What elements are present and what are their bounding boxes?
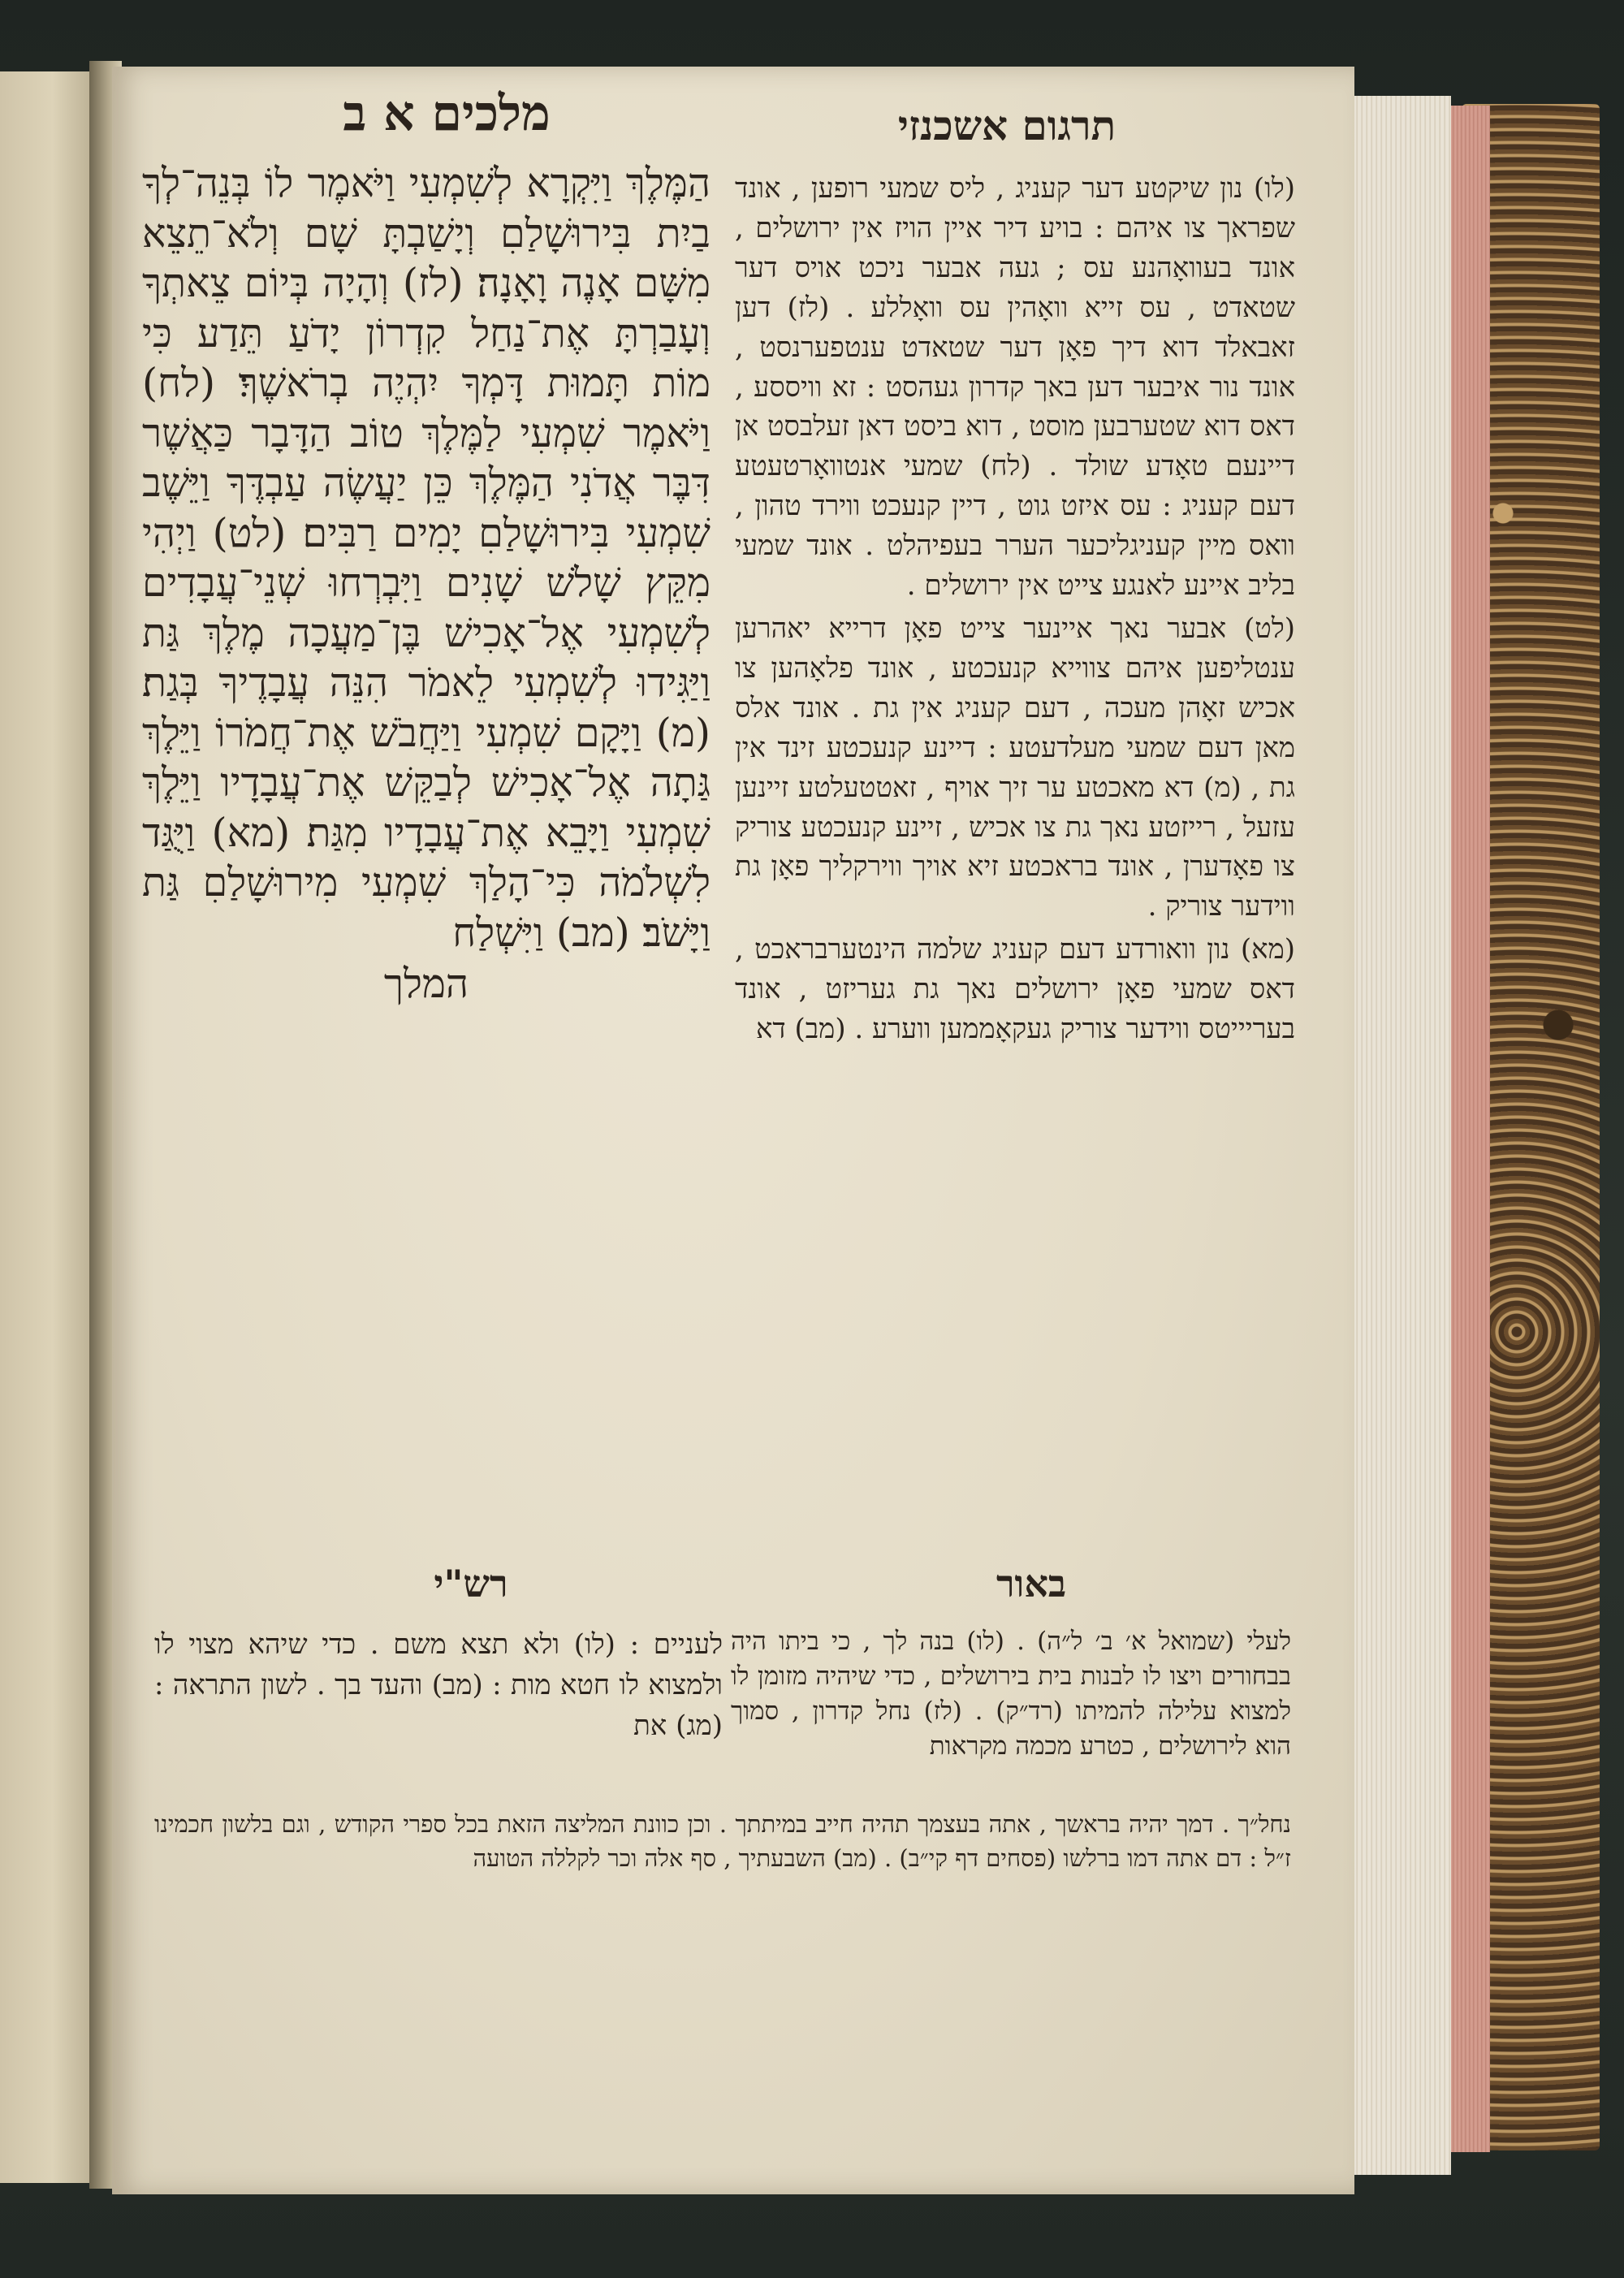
continuation-paragraph: נחל״ך . דמך יהיה בראשך , אתה בעצמך תהיה חייב במיתתך . וכן כוונת המליצה הזאת בכל ספרי הקודש , וגם בלשון חכמינו ז״ל : דם אתה דמו ברלשו (פסחים דף קי״ב) . (מב) השבעתיך , סף אלה וכר לקללה הטועה [154, 1810, 1291, 1872]
commentary-continuation [154, 1807, 1291, 1875]
biur-commentary [731, 1624, 1291, 1764]
biur-heading: באור [996, 1562, 1067, 1606]
page-header-book-title: מלכים א ב [343, 85, 551, 142]
yiddish-translation-column [735, 169, 1295, 1053]
translation-paragraph: (מא) נון וואורדע דעם קעניג שלמה הינטערבראכט , דאס שמעי פאָן ירושלים נאך גת געריזט , אונד בעריייטס ווידער צוריק געקאָממען ווערע . (מב) דא [735, 933, 1295, 1046]
left-page-edge [0, 71, 98, 2183]
hebrew-paragraph: הַמֶּלֶךְ וַיִּקְרָא לְשִׁמְעִי וַיֹּאמֶר לוֹ בְּנֵה־לְךָ בַיִת בִּירוּשָׁלַםִ וְיָשַׁבְתָּ שָׁם וְלֹא־תֵצֵא מִשָּׁם אָנֶה וָאָנָה׃ (לז) וְהָיָה בְּיוֹם צֵאתְךָ וְעָבַרְתָּ אֶת־נַחַל קִדְרוֹן יָדֹעַ תֵּדַע כִּי מוֹת תָּמוּת דָּמְךָ יִהְיֶה בְרֹאשֶׁךָ׃ (לח) וַיֹּאמֶר שִׁמְעִי לַמֶּלֶךְ טוֹב הַדָּבָר כַּאֲשֶׁר דִּבֶּר אֲדֹנִי הַמֶּלֶךְ כֵּן יַעֲשֶׂה עַבְדֶּךָ וַיֵּשֶׁב שִׁמְעִי בִּירוּשָׁלַםִ יָמִים רַבִּים׃ (לט) וַיְהִי מִקֵּץ שָׁלֹשׁ שָׁנִים וַיִּבְרְחוּ שְׁנֵי־עֲבָדִים לְשִׁמְעִי אֶל־אָכִישׁ בֶּן־מַעֲכָה מֶלֶךְ גַּת וַיַּגִּידוּ לְשִׁמְעִי לֵאמֹר הִנֵּה עֲבָדֶיךָ בְּגַת׃ (מ) וַיָּקָם שִׁמְעִי וַיַּחֲבֹשׁ אֶת־חֲמֹרוֹ וַיֵּלֶךְ גַּתָה אֶל־אָכִישׁ לְבַקֵּשׁ אֶת־עֲבָדָיו וַיֵּלֶךְ שִׁמְעִי וַיָּבֵא אֶת־עֲבָדָיו מִגַּת׃ (מא) וַיֻּגַּד לִשְׁלֹמֹה כִּי־הָלַךְ שִׁמְעִי מִירוּשָׁלַםִ גַּת וַיָּשֹׁב׃ (מב) וַיִּשְׁלַח [142, 160, 710, 956]
hebrew-scripture-column [142, 158, 710, 1009]
biur-paragraph: לעלי (שמואל א׳ ב׳ ל״ה) . (לו) בנה לך , כי ביתו היה בבחורים ויצו לו לבנות בית בירושלים , כדי שיהיה מזומן לו למצוא עלילה להמיתו (רד״ק) . (לז) נחל קדרון , סמוך הוא לירושלים , כטרע מכמה מקראות [731, 1627, 1291, 1761]
rashi-commentary [154, 1624, 723, 1746]
rashi-heading: רש"י [434, 1562, 508, 1606]
page-stack-edges [1352, 96, 1451, 2175]
rashi-paragraph: לעניים : (לו) ולא תצא משם . כדי שיהא מצוי לו ולמצוא לו חטא מות : (מב) והעד בך . לשון התראה : (מג) את [154, 1628, 723, 1742]
catchword: המלך [383, 961, 469, 1007]
page-header-translation-title: תרגום אשכנזי [897, 102, 1116, 149]
translation-paragraph: (לו) נון שיקטע דער קעניג , ליס שמעי רופען , אונד שפראך צו איהם : בויע דיר איין הויז אין ירושלים , אונד בעוואָהנע עס ; געה אבער ניכט אויס דער שטאדט , עס זייא וואָהין עס וואָללע . (לז) דען זאבאלד דוא דיך פאָן דער שטאדט ענטפערנסט , אונד נור איבער דען באך קדרון געהסט : זא וויססע , דאס דוא שטערבען מוסט , דוא ביסט דאן זעלבסט אן דיינעם טאָדע שולד . (לח) שמעי אנטוואָרטעטע דעם קעניג : עס איזט גוט , דיין קנעכט ווירד טהון , וואס מיין קעניגליכער הערר בעפיהלט . אונד שמעי בליב איינע לאנגע צייט אין ירושלים . [735, 172, 1295, 603]
translation-paragraph: (לט) אבער נאך איינער צייט פאָן דרייא יאהרען ענטליפען איהם צווייא קנעכטע , אונד פלאָהען צו אכיש זאָהן מעכה , דעם קעניג אין גת . אונד אלס מאן דעם שמעי מעלדעטע : דיינע קנעכטע זינד אין גת , (מ) דא מאכטע ער זיך אויף , זאטטעלטע זיינען עזעל , רייזטע נאך גת צו אכיש , זיינע קנעכטע צוריק צו פאָדערן , אונד בראכטע זיא אויך ווירקליך פאָן גת ווידער צוריק . [735, 612, 1295, 923]
